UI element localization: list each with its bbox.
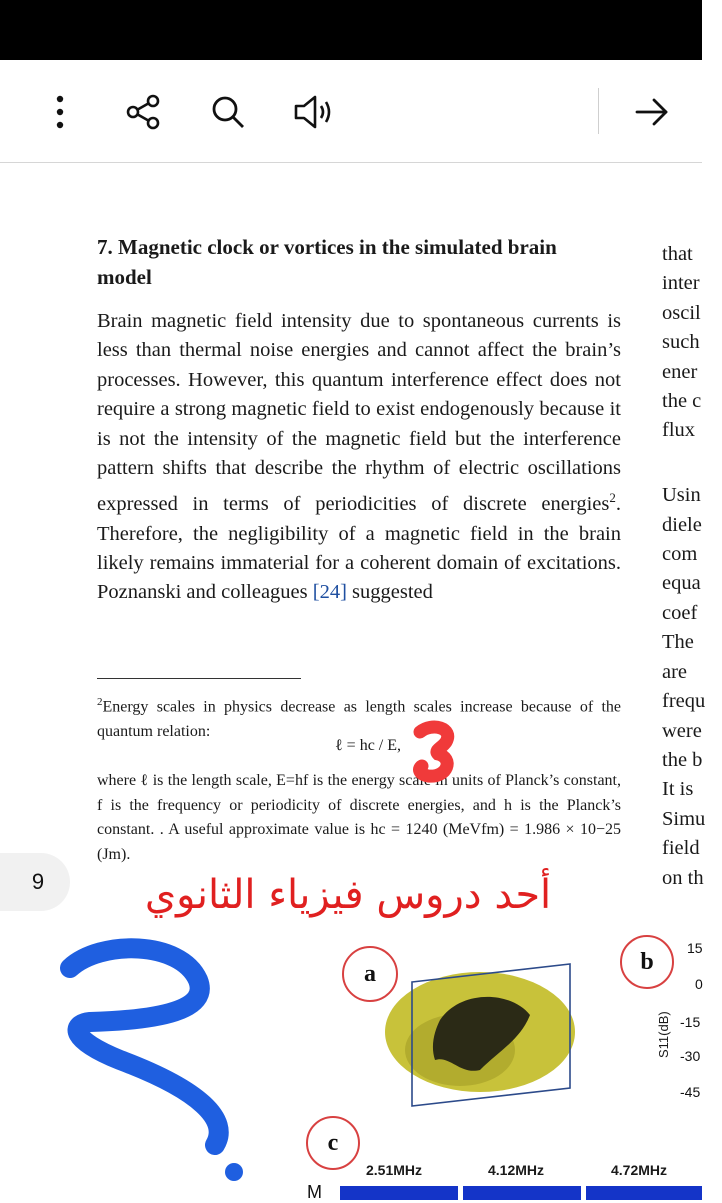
next-column-line: that — [662, 243, 693, 265]
frequency-label: 2.51MHz — [366, 1162, 423, 1178]
red-mark-annotation — [412, 724, 458, 782]
next-column-line: ener — [662, 360, 698, 383]
next-column-line: Simu — [662, 807, 706, 830]
next-column-line: Usin — [662, 484, 701, 507]
y-tick-label: 15 — [687, 940, 703, 956]
next-column-line: such — [662, 331, 700, 354]
citation-link[interactable]: [24] — [312, 581, 347, 604]
toolbar-divider — [598, 88, 599, 134]
next-column-line: flux — [662, 419, 696, 442]
figure-label-b: b — [620, 935, 674, 989]
next-column-line: It is — [662, 778, 694, 801]
next-column-line: equa — [662, 572, 701, 595]
next-column-line: com — [662, 543, 698, 566]
next-column-line: on th — [662, 866, 704, 889]
search-icon[interactable] — [206, 90, 250, 134]
next-column-line: frequ — [662, 690, 706, 713]
next-column-line: diele — [662, 513, 702, 536]
y-tick-label: 0 — [695, 976, 703, 992]
y-tick-label: -30 — [680, 1048, 701, 1064]
figure-label-a: a — [342, 946, 398, 1002]
page-number: 9 — [31, 869, 45, 894]
footnote-text: Energy scales in physics decrease as length scales increase because of the quantum relation: — [97, 698, 621, 740]
blue-question-mark-annotation — [30, 920, 260, 1180]
field-heatmap-panel — [340, 1186, 458, 1200]
footnote-marker: 2 — [97, 696, 103, 708]
y-tick-label: -45 — [680, 1084, 701, 1100]
next-column-line: the c — [662, 390, 702, 413]
footnote-text-continued: where ℓ is the length scale, E=hf is the energy scale in units of Planck’s constant, f is the frequency or periodicity of discrete energies, and h is the Planck’s constant. . A useful approximate value is hc = 1240 (MeVfm) = 1.986 × 10−25 (Jm). — [97, 772, 621, 863]
body-paragraph — [97, 307, 621, 608]
next-column-line: were — [662, 719, 702, 742]
reader-toolbar — [0, 60, 702, 163]
next-column-line: field — [662, 837, 700, 860]
heading-line: model — [97, 265, 152, 289]
y-tick-label: -15 — [680, 1014, 701, 1030]
next-column-line: The — [662, 631, 694, 654]
share-icon[interactable] — [122, 90, 166, 134]
next-column-line: oscil — [662, 301, 701, 324]
frequency-label: 4.12MHz — [488, 1162, 545, 1178]
speaker-icon[interactable] — [290, 90, 338, 134]
next-column-line: coef — [662, 601, 698, 624]
field-heatmap-panel — [463, 1186, 581, 1200]
more-vertical-icon[interactable] — [44, 90, 76, 134]
handwritten-annotation: أحد دروس فيزياء الثانوي — [144, 872, 552, 918]
figure-label-c: c — [306, 1116, 360, 1170]
next-column-line: inter — [662, 272, 700, 295]
heading-line: 7. Magnetic clock or vortices in the simulated brain — [97, 235, 557, 259]
brain-model-image — [380, 960, 580, 1110]
field-heatmap-panel — [586, 1186, 702, 1200]
arrow-right-icon[interactable] — [630, 90, 674, 134]
status-bar — [0, 0, 702, 60]
next-column-line — [662, 446, 722, 475]
section-heading — [97, 232, 627, 292]
s11-axis-label: S11(dB) — [656, 1011, 671, 1058]
footnote-equation: ℓ = hc / E, — [335, 737, 402, 754]
next-column-line: are — [662, 660, 688, 683]
page-number-chip[interactable] — [0, 853, 70, 911]
frequency-label: 4.72MHz — [611, 1162, 668, 1178]
body-text: suggested — [346, 581, 433, 604]
next-column-line: the b — [662, 748, 703, 771]
footnote-rule — [97, 678, 301, 679]
row-label: M — [307, 1182, 322, 1202]
footnote-ref[interactable]: 2 — [609, 490, 616, 506]
body-text: Brain magnetic field intensity due to spontaneous currents is less than thermal noise energies and cannot affect the brain’s processes. However, this quantum interference effect does not require a strong magnetic field to exist endogenously because it is not the intensity of the magnetic field but the interference pattern shifts that describe the rhythm of electric oscillations expressed in terms of periodicities of discrete energies — [97, 310, 621, 516]
body-text: . Therefore, the negligibility of a magnetic field in the brain likely remains immaterial for a coherent domain of excitations. Poznanski and colleagues — [97, 493, 621, 604]
next-column-text — [662, 240, 722, 893]
